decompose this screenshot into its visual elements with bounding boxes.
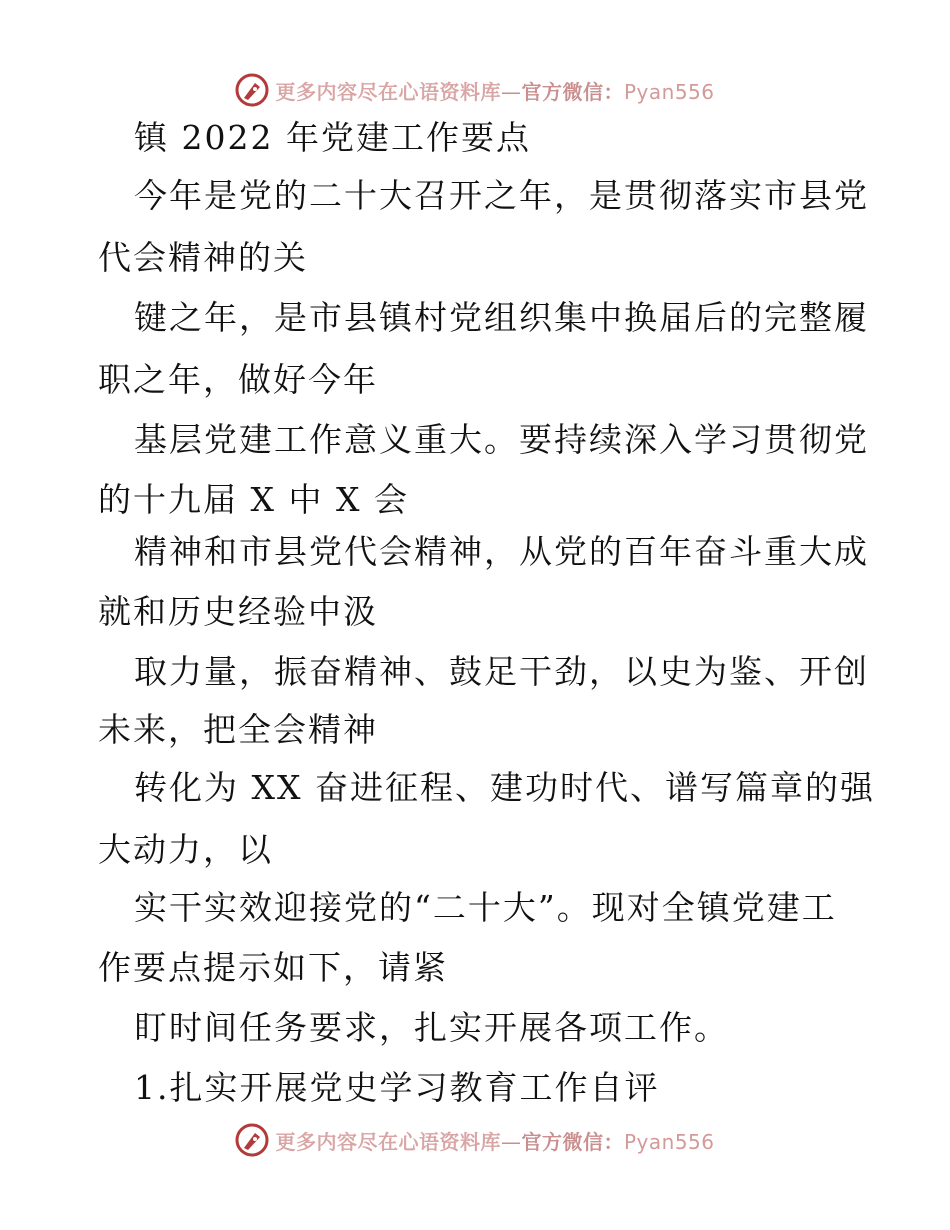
paragraph-line: 今年是党的二十大召开之年，是贯彻落实市县党 <box>134 176 869 215</box>
watermark-banner-top <box>0 70 950 110</box>
watermark-dash: — <box>500 1129 522 1154</box>
paragraph-line: 键之年，是市县镇村党组织集中换届后的完整履 <box>134 298 869 337</box>
watermark-brand: 更多内容尽在心语资料库 <box>275 1129 501 1154</box>
paragraph-line: 就和历史经验中汲 <box>98 592 378 631</box>
paragraph-line: 的十九届 X 中 X 会 <box>98 480 409 519</box>
paragraph-line: 职之年，做好今年 <box>98 360 378 399</box>
watermark-banner-bottom <box>0 1120 950 1160</box>
paragraph-line: 取力量，振奋精神、鼓足干劲，以史为鉴、开创 <box>134 652 869 691</box>
watermark-official-label: 官方微信： <box>521 79 624 104</box>
watermark-official-label: 官方微信： <box>521 1129 624 1154</box>
paragraph-line: 大动力，以 <box>98 830 273 869</box>
paragraph-line: 盯时间任务要求，扎实开展各项工作。 <box>134 1008 729 1047</box>
watermark-brand: 更多内容尽在心语资料库 <box>275 79 501 104</box>
paragraph-line: 精神和市县党代会精神，从党的百年奋斗重大成 <box>134 532 869 571</box>
watermark-text <box>275 1126 714 1155</box>
paragraph-line: 实干实效迎接党的“二十大”。现对全镇党建工 <box>134 888 837 927</box>
paragraph-line: 基层党建工作意义重大。要持续深入学习贯彻党 <box>134 420 869 459</box>
paragraph-line: 未来，把全会精神 <box>98 710 378 749</box>
paragraph-line: 转化为 XX 奋进征程、建功时代、谱写篇章的强 <box>134 768 875 807</box>
section-heading: 1.扎实开展党史学习教育工作自评 <box>134 1068 660 1107</box>
document-title: 镇 2022 年党建工作要点 <box>134 118 531 157</box>
pen-nib-icon <box>235 1123 269 1157</box>
watermark-wechat-id: Pyan556 <box>623 79 715 104</box>
watermark-text <box>275 76 714 105</box>
watermark-wechat-id: Pyan556 <box>623 1129 715 1154</box>
pen-nib-icon <box>235 73 269 107</box>
paragraph-line: 作要点提示如下，请紧 <box>98 948 448 987</box>
watermark-dash: — <box>500 79 522 104</box>
paragraph-line: 代会精神的关 <box>98 238 308 277</box>
